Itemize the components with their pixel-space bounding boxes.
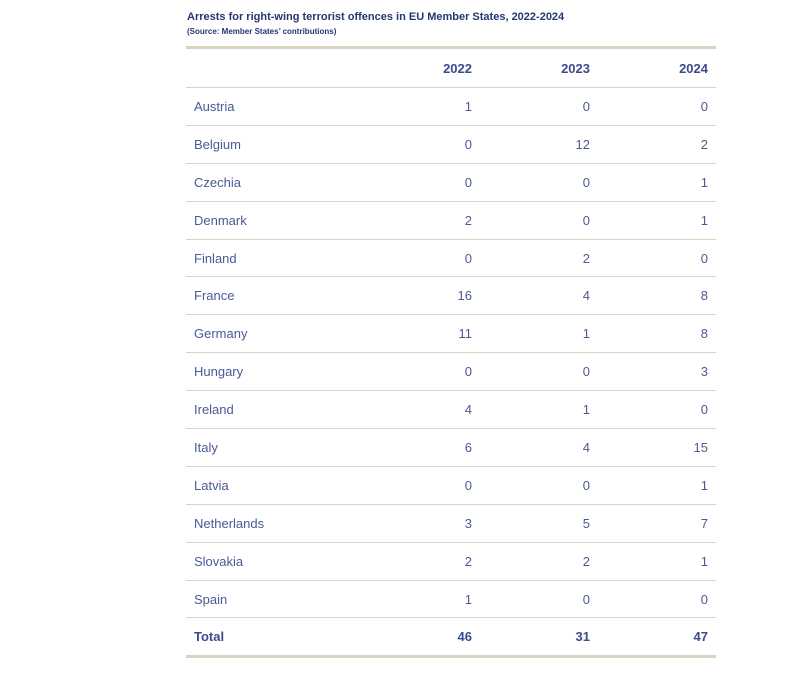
- column-header-2023: 2023: [561, 60, 590, 76]
- country-cell: Hungary: [194, 364, 244, 380]
- value-2023-cell: 0: [582, 174, 590, 190]
- value-2022-cell: 11: [458, 326, 472, 342]
- country-cell: Czechia: [194, 174, 241, 190]
- total-2023: 31: [575, 629, 590, 645]
- value-2024-cell: 1: [700, 174, 708, 190]
- value-2024-cell: 0: [700, 98, 708, 114]
- value-2023-cell: 2: [582, 250, 590, 266]
- value-2024-cell: 8: [700, 288, 708, 304]
- country-cell: Italy: [194, 439, 218, 455]
- value-2022-cell: 2: [464, 553, 472, 569]
- country-cell: Latvia: [194, 477, 229, 493]
- value-2024-cell: 1: [700, 212, 708, 228]
- table-row: [186, 391, 716, 429]
- value-2024-cell: 7: [700, 515, 708, 531]
- value-2023-cell: 12: [575, 136, 590, 152]
- value-2024-cell: 15: [693, 439, 708, 455]
- country-cell: Austria: [194, 98, 235, 114]
- country-cell: Finland: [194, 250, 237, 266]
- value-2024-cell: 1: [700, 553, 708, 569]
- value-2024-cell: 3: [700, 364, 708, 380]
- country-cell: Slovakia: [194, 553, 244, 569]
- table-row: [186, 126, 716, 164]
- table-total-row: [186, 618, 716, 658]
- country-cell: Belgium: [194, 136, 241, 152]
- table-title: Arrests for right-wing terrorist offences in EU Member States, 2022-2024: [187, 11, 565, 23]
- value-2024-cell: 0: [700, 591, 708, 607]
- country-cell: Ireland: [194, 402, 234, 418]
- table-row: [186, 164, 716, 202]
- table-row: [186, 543, 716, 581]
- table-row: [186, 505, 716, 543]
- value-2023-cell: 0: [582, 477, 590, 493]
- value-2023-cell: 4: [582, 288, 590, 304]
- value-2023-cell: 5: [582, 515, 590, 531]
- value-2023-cell: 0: [582, 364, 590, 380]
- table-row: [186, 581, 716, 619]
- column-header-2024: 2024: [679, 60, 708, 76]
- table-source: (Source: Member States’ contributions): [187, 27, 337, 36]
- value-2023-cell: 1: [582, 326, 590, 342]
- value-2022-cell: 0: [464, 136, 472, 152]
- total-2022: 46: [457, 629, 472, 645]
- country-cell: France: [194, 288, 235, 304]
- table-row: [186, 277, 716, 315]
- table-row: [186, 467, 716, 505]
- value-2024-cell: 2: [700, 136, 708, 152]
- value-2023-cell: 0: [582, 591, 590, 607]
- value-2022-cell: 0: [464, 477, 472, 493]
- country-cell: Denmark: [194, 212, 247, 228]
- value-2024-cell: 0: [700, 250, 708, 266]
- arrests-table: [186, 46, 716, 658]
- table-row: [186, 429, 716, 467]
- country-cell: Germany: [194, 326, 248, 342]
- value-2023-cell: 4: [582, 439, 590, 455]
- table-header-row: [186, 49, 716, 88]
- value-2023-cell: 0: [582, 212, 590, 228]
- value-2023-cell: 0: [582, 98, 590, 114]
- table-row: [186, 202, 716, 240]
- total-2024: 47: [693, 629, 708, 645]
- column-header-2022: 2022: [443, 60, 472, 76]
- value-2022-cell: 4: [464, 402, 472, 418]
- table-row: [186, 315, 716, 353]
- value-2022-cell: 1: [464, 98, 472, 114]
- table-row: [186, 88, 716, 126]
- value-2022-cell: 0: [464, 250, 472, 266]
- country-cell: Netherlands: [194, 515, 265, 531]
- value-2022-cell: 3: [464, 515, 472, 531]
- value-2024-cell: 1: [700, 477, 708, 493]
- value-2022-cell: 2: [464, 212, 472, 228]
- value-2024-cell: 8: [700, 326, 708, 342]
- country-cell: Spain: [194, 591, 228, 607]
- value-2022-cell: 1: [464, 591, 472, 607]
- value-2024-cell: 0: [700, 402, 708, 418]
- table-row: [186, 240, 716, 278]
- value-2022-cell: 6: [464, 439, 472, 455]
- value-2023-cell: 1: [582, 402, 590, 418]
- value-2022-cell: 0: [464, 364, 472, 380]
- total-label: Total: [194, 629, 225, 645]
- value-2023-cell: 2: [582, 553, 590, 569]
- value-2022-cell: 16: [457, 288, 472, 304]
- value-2022-cell: 0: [464, 174, 472, 190]
- table-row: [186, 353, 716, 391]
